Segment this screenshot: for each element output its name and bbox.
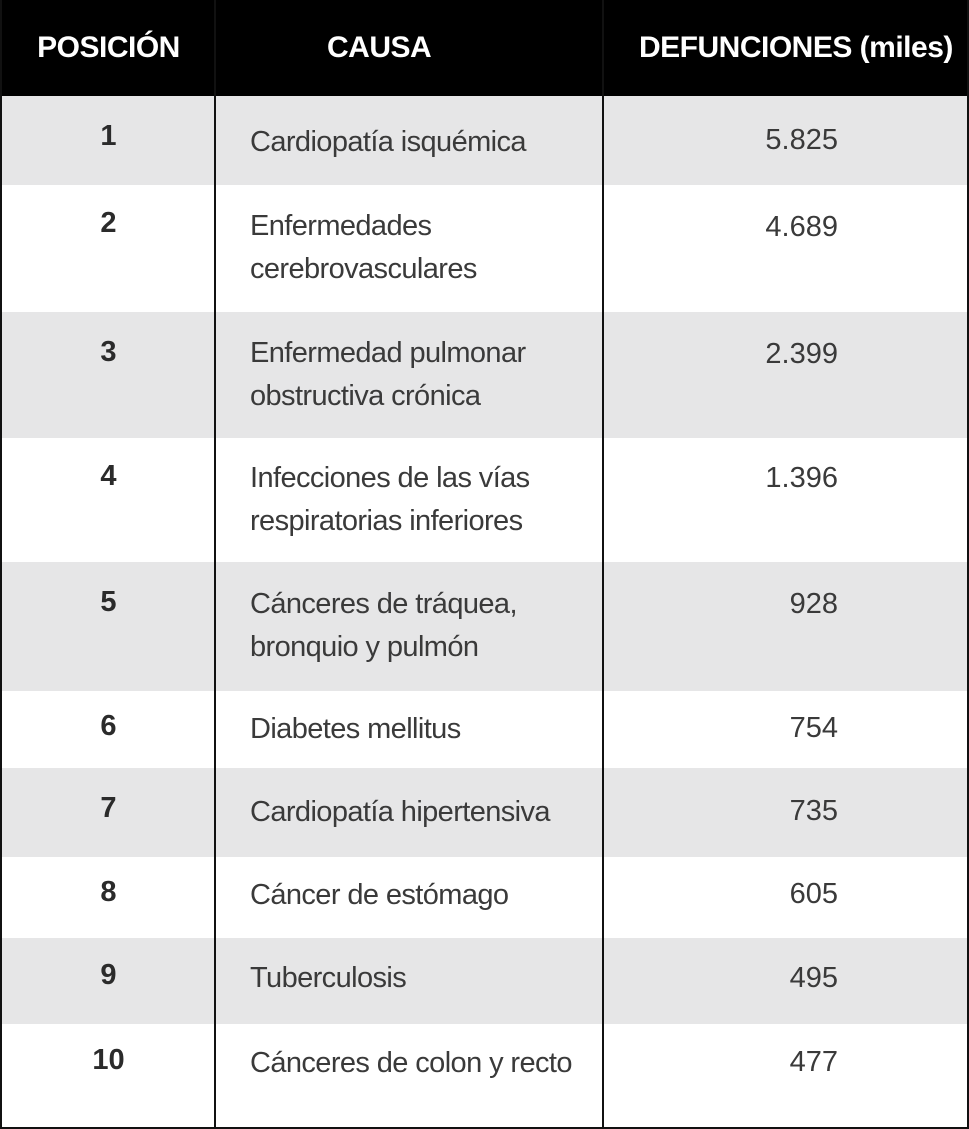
row-cause: Cardiopatía hipertensiva bbox=[250, 796, 550, 828]
row-cause: Diabetes mellitus bbox=[250, 713, 461, 745]
table-row bbox=[2, 938, 967, 1024]
table-row bbox=[2, 438, 967, 562]
row-cause: Cánceres de colon y recto bbox=[250, 1047, 572, 1079]
row-position: 8 bbox=[100, 876, 117, 908]
table-row bbox=[2, 857, 967, 938]
row-position: 2 bbox=[100, 207, 117, 239]
table-header bbox=[2, 0, 967, 96]
table-row bbox=[2, 562, 967, 691]
table-row bbox=[2, 96, 967, 185]
table-row bbox=[2, 691, 967, 768]
table-row bbox=[2, 1024, 967, 1127]
row-position: 9 bbox=[100, 959, 117, 991]
row-deaths: 735 bbox=[789, 795, 838, 827]
row-position: 5 bbox=[100, 586, 117, 618]
row-position: 3 bbox=[100, 336, 117, 368]
row-position: 1 bbox=[100, 120, 117, 152]
row-deaths: 2.399 bbox=[765, 338, 838, 370]
row-cause: Cáncer de estómago bbox=[250, 879, 509, 911]
row-position: 4 bbox=[100, 460, 117, 492]
row-cause: Cánceres de tráquea, bronquio y pulmón bbox=[250, 588, 517, 663]
row-position: 10 bbox=[92, 1044, 125, 1076]
header-position: POSICIÓN bbox=[37, 31, 180, 64]
row-deaths: 928 bbox=[789, 588, 838, 620]
row-cause: Cardiopatía isquémica bbox=[250, 126, 526, 158]
table-row bbox=[2, 312, 967, 438]
row-deaths: 754 bbox=[789, 712, 838, 744]
row-deaths: 1.396 bbox=[765, 462, 838, 494]
row-deaths: 477 bbox=[789, 1046, 838, 1078]
header-cause: CAUSA bbox=[327, 31, 432, 64]
column-divider bbox=[214, 0, 216, 1127]
row-cause: Infecciones de las vías respiratorias inferiores bbox=[250, 462, 530, 537]
column-divider bbox=[602, 0, 604, 1127]
table-row bbox=[2, 185, 967, 312]
row-deaths: 495 bbox=[789, 962, 838, 994]
row-position: 6 bbox=[100, 710, 117, 742]
header-deaths: DEFUNCIONES (miles) bbox=[639, 31, 953, 64]
row-deaths: 5.825 bbox=[765, 124, 838, 156]
row-position: 7 bbox=[100, 792, 117, 824]
row-deaths: 4.689 bbox=[765, 211, 838, 243]
row-cause: Tuberculosis bbox=[250, 962, 407, 994]
table-row bbox=[2, 768, 967, 857]
row-cause: Enfermedades cerebrovasculares bbox=[250, 210, 477, 285]
row-cause: Enfermedad pulmonar obstructiva crónica bbox=[250, 337, 526, 412]
row-deaths: 605 bbox=[789, 878, 838, 910]
